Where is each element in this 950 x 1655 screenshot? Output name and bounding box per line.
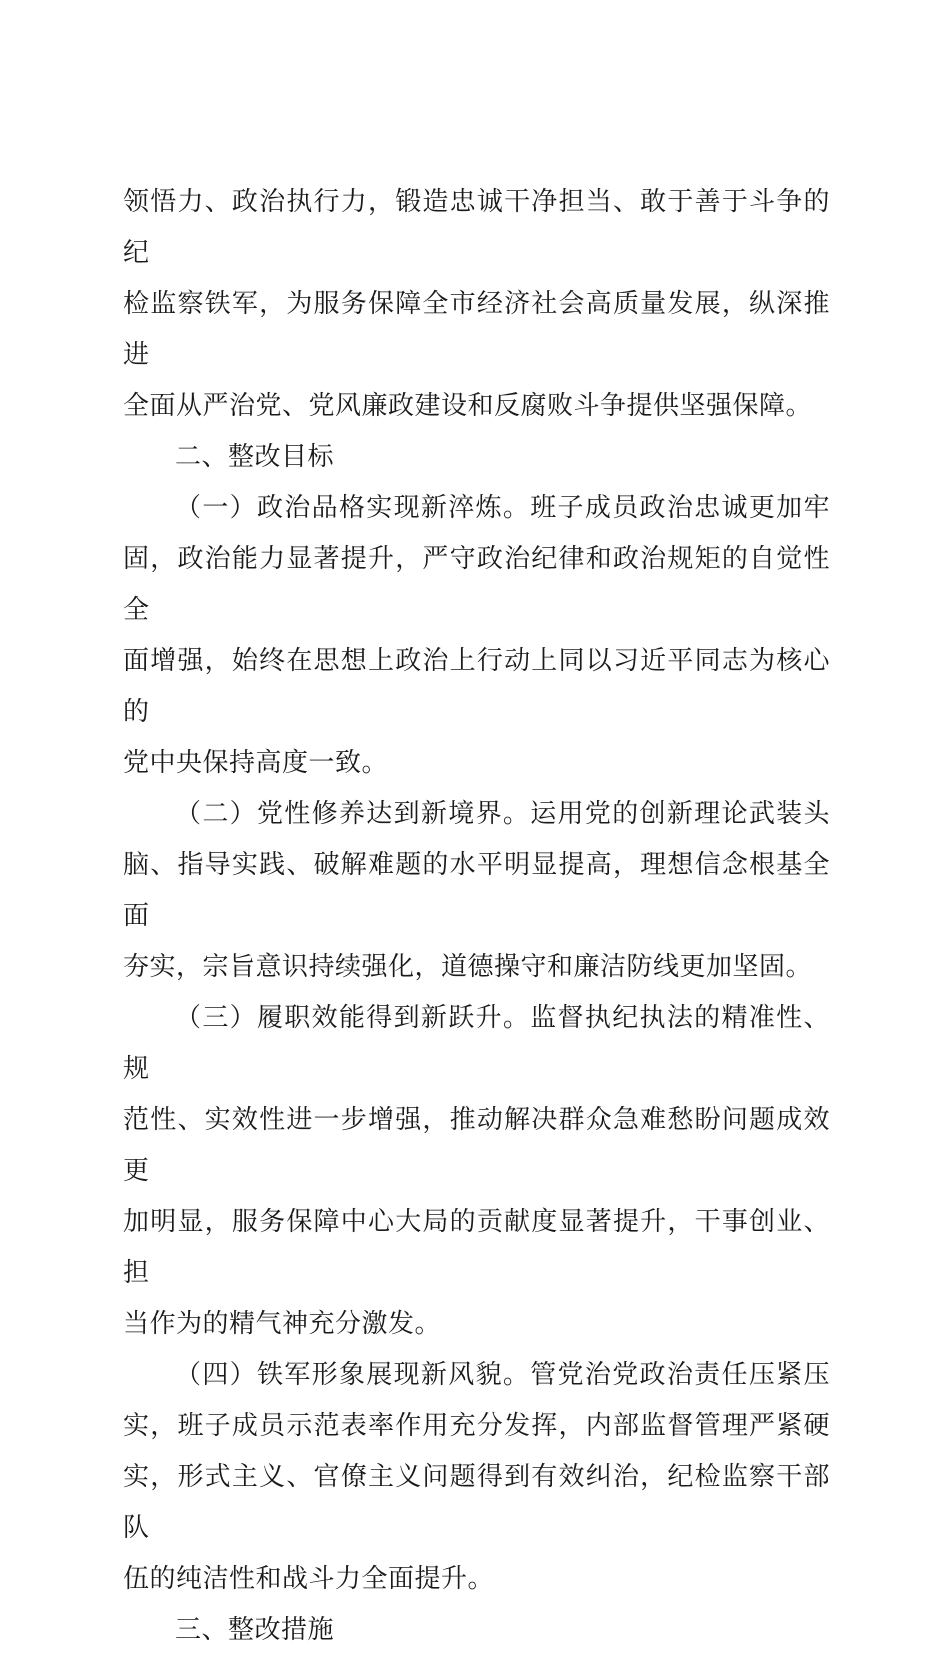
text-line: 党中央保持高度一致。 [123, 747, 389, 777]
paragraph [123, 1349, 830, 1604]
paragraph [123, 176, 830, 431]
text-line: 领悟力、政治执行力，锻造忠诚干净担当、敢于善于斗争的纪 [123, 186, 830, 267]
text-line: （二）党性修养达到新境界。运用党的创新理论武装头 [175, 798, 830, 828]
text-line: 实，班子成员示范表率作用充分发挥，内部监督管理严紧硬 [123, 1410, 830, 1440]
heading-text: 三、整改措施 [175, 1614, 335, 1644]
text-line: （一）政治品格实现新淬炼。班子成员政治忠诚更加牢 [175, 492, 830, 522]
section-heading [123, 431, 830, 482]
text-line: （三）履职效能得到新跃升。监督执纪执法的精准性、规 [123, 1002, 830, 1083]
section-heading [123, 1604, 830, 1655]
text-line: 检监察铁军，为服务保障全市经济社会高质量发展，纵深推进 [123, 288, 830, 369]
text-line: 面增强，始终在思想上政治上行动上同以习近平同志为核心的 [123, 645, 830, 726]
text-line: （四）铁军形象展现新风貌。管党治党政治责任压紧压 [175, 1359, 830, 1389]
paragraph [123, 482, 830, 788]
paragraph [123, 788, 830, 992]
text-line: 全面从严治党、党风廉政建设和反腐败斗争提供坚强保障。 [123, 390, 813, 420]
text-line: 实，形式主义、官僚主义问题得到有效纠治，纪检监察干部队 [123, 1461, 830, 1542]
text-line: 伍的纯洁性和战斗力全面提升。 [123, 1563, 495, 1593]
text-line: 范性、实效性进一步增强，推动解决群众急难愁盼问题成效更 [123, 1104, 830, 1185]
paragraph [123, 992, 830, 1349]
text-line: 加明显，服务保障中心大局的贡献度显著提升，干事创业、担 [123, 1206, 830, 1287]
text-line: 当作为的精气神充分激发。 [123, 1308, 442, 1338]
heading-text: 二、整改目标 [175, 441, 335, 471]
text-line: 固，政治能力显著提升，严守政治纪律和政治规矩的自觉性全 [123, 543, 830, 624]
text-line: 夯实，宗旨意识持续强化，道德操守和廉洁防线更加坚固。 [123, 951, 813, 981]
text-line: 脑、指导实践、破解难题的水平明显提高，理想信念根基全面 [123, 849, 830, 930]
